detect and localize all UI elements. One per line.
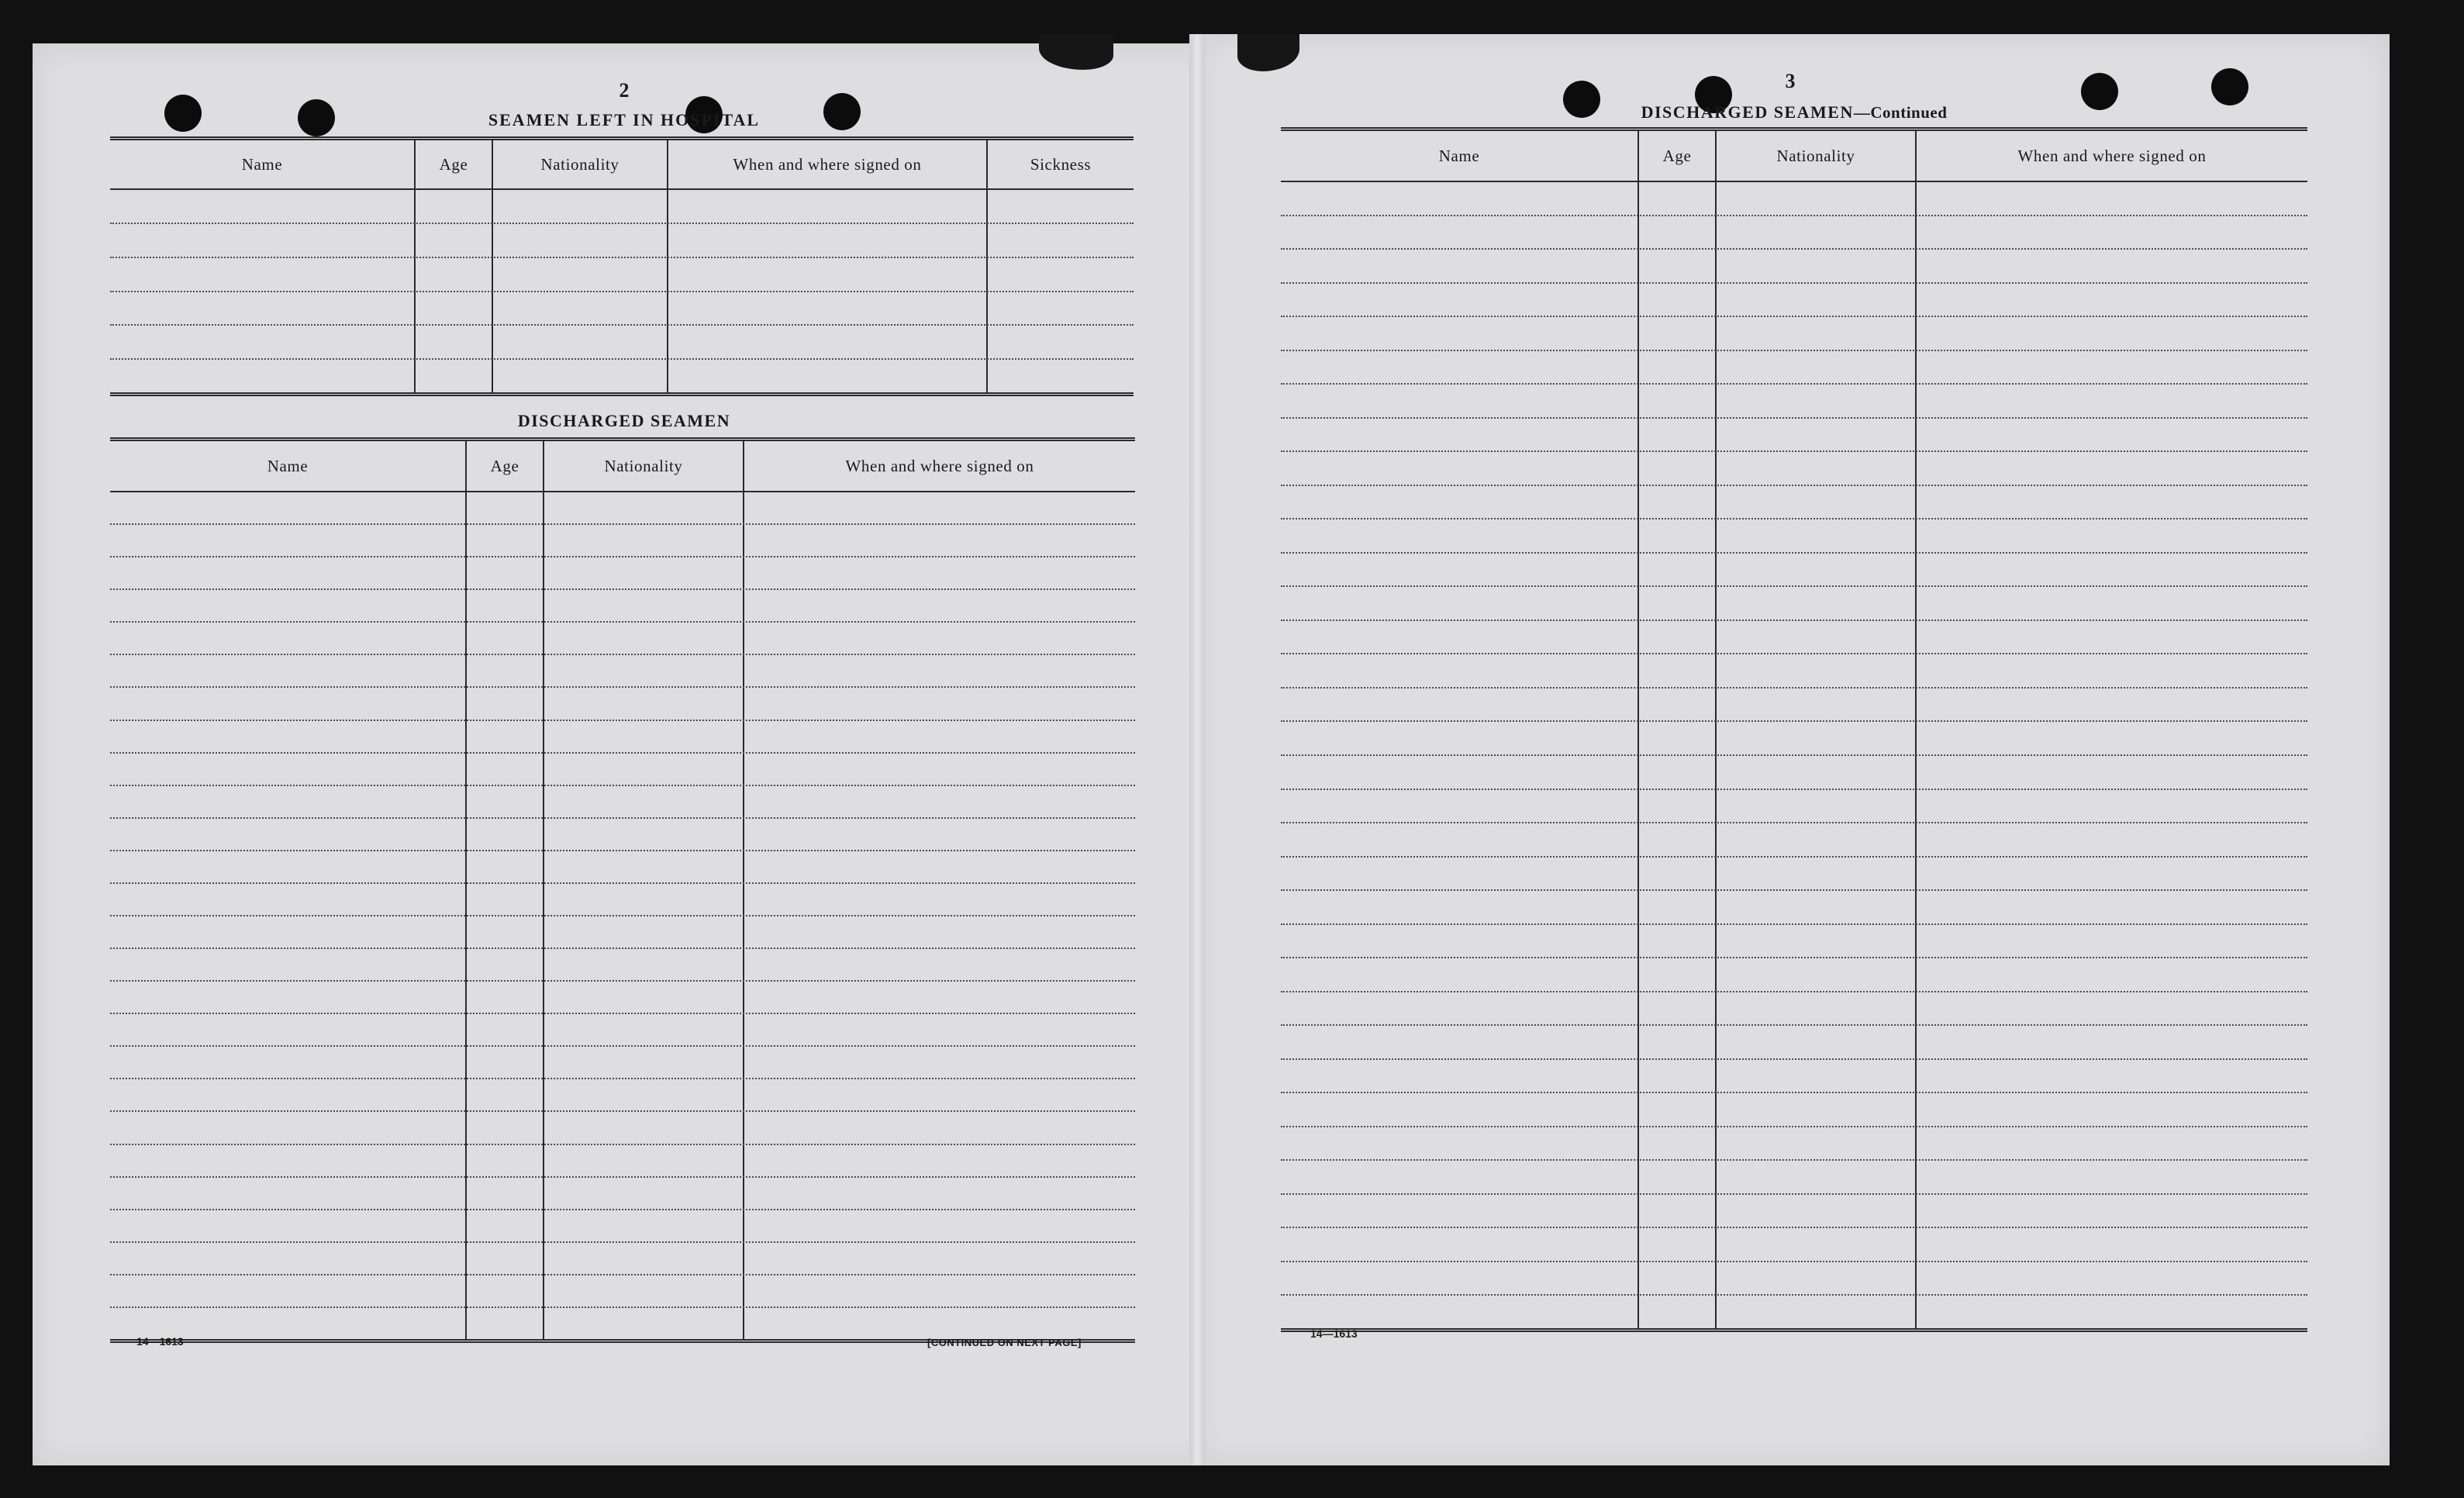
table-row-line <box>110 817 1135 819</box>
table-row-line <box>110 523 1135 525</box>
table-row-line <box>1281 552 2307 554</box>
table-row-line <box>1281 1294 2307 1296</box>
table-row-line <box>1281 417 2307 419</box>
table-row-line <box>110 882 1135 884</box>
table-row-line <box>110 1144 1135 1145</box>
table-row-line <box>1281 215 2307 216</box>
table-row-line <box>110 915 1135 916</box>
form-code: 14—1613 <box>136 1335 184 1348</box>
table-row-line <box>1281 350 2307 351</box>
punch-hole <box>2211 68 2248 105</box>
column-divider <box>492 140 493 392</box>
table-row-line <box>110 358 1134 360</box>
continued-note: [CONTINUED ON NEXT PAGE] <box>927 1337 1082 1348</box>
punch-hole <box>1563 81 1600 118</box>
table-row-line <box>1281 518 2307 519</box>
column-divider <box>543 441 544 1339</box>
column-header-nationality: Nationality <box>540 154 619 174</box>
table-row-line <box>110 654 1135 655</box>
section-title-text: DISCHARGED SEAMEN <box>1641 102 1854 122</box>
column-header-name: Name <box>1438 146 1480 165</box>
column-header-sickness: Sickness <box>1030 154 1092 174</box>
column-header-nationality: Nationality <box>604 456 683 475</box>
table-row-line <box>1281 1261 2307 1262</box>
form-code: 14—1613 <box>1310 1327 1358 1340</box>
column-divider <box>1637 131 1639 1328</box>
hospital-section-title: SEAMEN LEFT IN HOSPITAL <box>488 110 761 129</box>
table-row-line <box>110 621 1135 623</box>
table-row-line <box>1281 754 2307 756</box>
table-row-line <box>110 752 1135 754</box>
column-header-signed-on: When and where signed on <box>2017 146 2207 165</box>
table-row-line <box>1281 585 2307 587</box>
table-row-line <box>1281 1159 2307 1161</box>
column-divider <box>1915 131 1917 1328</box>
table-row-line <box>110 720 1135 721</box>
punch-hole <box>823 93 861 130</box>
table-row-line <box>1281 1024 2307 1026</box>
continued-suffix: —Continued <box>1853 103 1948 122</box>
table-row-line <box>110 1078 1135 1079</box>
table-row-line <box>1281 889 2307 891</box>
column-header-signed-on: When and where signed on <box>733 154 922 174</box>
table-row-line <box>110 223 1134 224</box>
table-row-line <box>1281 620 2307 621</box>
table-row-line <box>110 1274 1135 1275</box>
table-row-line <box>110 556 1135 557</box>
table-row-line <box>110 686 1135 688</box>
table-row-line <box>1281 383 2307 385</box>
table-row-line <box>110 257 1134 258</box>
table-row-line <box>1281 485 2307 486</box>
table-row-line <box>1281 282 2307 284</box>
table-row-line <box>1281 991 2307 992</box>
punch-hole <box>164 95 202 132</box>
table-row-line <box>1281 1092 2307 1093</box>
table-row-line <box>1281 822 2307 823</box>
table-row-line <box>1281 248 2307 250</box>
table-row-line <box>110 785 1135 786</box>
column-divider <box>986 140 988 392</box>
column-header-age: Age <box>439 154 468 174</box>
table-row-line <box>110 1045 1135 1047</box>
column-divider <box>414 140 416 392</box>
table-row-line <box>110 1013 1135 1014</box>
column-divider <box>667 140 668 392</box>
table-row-line <box>1281 450 2307 452</box>
table-row-line <box>1281 1193 2307 1195</box>
table-row-line <box>1281 1126 2307 1127</box>
table-row-line <box>110 291 1134 292</box>
column-divider <box>465 441 467 1339</box>
table-row-line <box>1281 856 2307 858</box>
discharged-continued-title <box>1608 102 1980 123</box>
table-row-line <box>1281 957 2307 958</box>
column-divider <box>743 441 744 1339</box>
table-row-line <box>110 1209 1135 1210</box>
discharged-table-header <box>110 441 1135 492</box>
discharged-continued-table-header <box>1281 131 2307 182</box>
page-gutter <box>1189 34 1205 1465</box>
table-row-line <box>1281 687 2307 689</box>
column-header-nationality: Nationality <box>1776 146 1855 165</box>
table-row-line <box>1281 1058 2307 1060</box>
column-header-signed-on: When and where signed on <box>845 456 1034 475</box>
table-row-line <box>110 1110 1135 1112</box>
punch-hole <box>298 99 335 136</box>
column-header-age: Age <box>1662 146 1692 165</box>
table-row-line <box>1281 316 2307 317</box>
table-row-line <box>110 588 1135 590</box>
discharged-table <box>110 437 1135 1343</box>
table-row-line <box>110 1306 1135 1308</box>
page-number: 3 <box>1785 70 1796 92</box>
table-row-line <box>110 1241 1135 1243</box>
table-row-line <box>110 980 1135 982</box>
discharged-continued-table <box>1281 127 2307 1332</box>
table-row-line <box>110 850 1135 851</box>
hospital-table-header <box>110 140 1134 190</box>
discharged-section-title: DISCHARGED SEAMEN <box>517 411 731 430</box>
column-divider <box>1715 131 1717 1328</box>
hospital-table <box>110 136 1134 396</box>
table-row-line <box>1281 789 2307 790</box>
column-header-name: Name <box>241 154 283 174</box>
punch-hole <box>2081 73 2118 110</box>
table-row-line <box>1281 653 2307 654</box>
column-header-name: Name <box>267 456 309 475</box>
column-header-age: Age <box>490 456 519 475</box>
table-row-line <box>1281 923 2307 925</box>
table-row-line <box>110 947 1135 949</box>
table-row-line <box>1281 720 2307 722</box>
table-row-line <box>110 1176 1135 1178</box>
page-number: 2 <box>619 79 630 102</box>
table-row-line <box>110 324 1134 326</box>
table-row-line <box>1281 1227 2307 1228</box>
